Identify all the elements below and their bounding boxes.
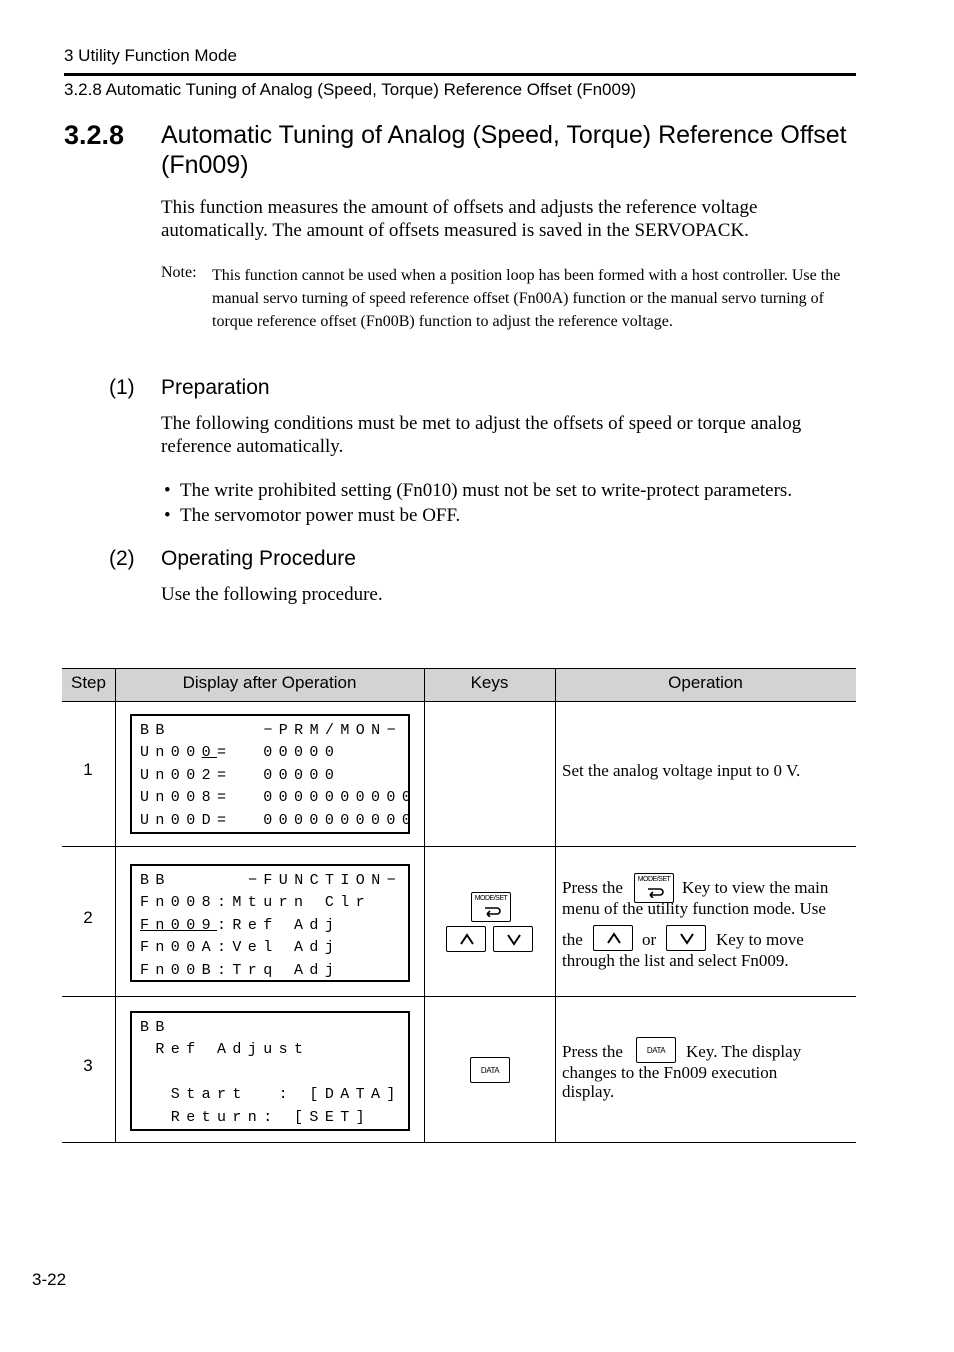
mode-set-key[interactable] <box>471 892 511 922</box>
table-header <box>62 668 856 702</box>
column-header-display: Display after Operation <box>182 673 357 692</box>
column-header-step: Step <box>71 673 106 692</box>
lcd-status: BB <box>140 1019 171 1036</box>
procedure-heading: Operating Procedure <box>161 547 356 570</box>
lcd-line: Fn009:Ref Adj <box>140 917 341 934</box>
preparation-paragraph: The following conditions must be met to adjust the offsets of speed or torque analog reference automatically. <box>161 413 802 457</box>
data-key-inline: DATA <box>636 1037 676 1063</box>
column-divider <box>115 668 116 1142</box>
enter-arrow-icon <box>646 886 664 898</box>
down-key[interactable] <box>493 926 533 952</box>
up-arrow-icon <box>459 932 475 946</box>
lcd-status: BB <box>140 722 171 739</box>
operation-text: menu of the utility function mode. Use <box>562 899 826 918</box>
procedure-intro: Use the following procedure. <box>161 584 383 605</box>
column-divider <box>424 668 425 1142</box>
lcd-line: Ref Adjust <box>140 1041 310 1058</box>
lcd-status: BB <box>140 872 171 889</box>
up-arrow-icon <box>606 931 622 945</box>
lcd-mode-tag: −PRM/MON− <box>263 722 402 739</box>
row-divider <box>62 1142 856 1143</box>
header-rule <box>64 73 856 76</box>
operation-text: Set the analog voltage input to 0 V. <box>562 761 801 780</box>
step-number: 2 <box>83 908 93 927</box>
operation-text: Press the <box>562 878 623 897</box>
section-number: 3.2.8 <box>64 120 125 150</box>
data-key-label: DATA <box>480 1066 500 1075</box>
running-head: 3.2.8 Automatic Tuning of Analog (Speed, Torque) Reference Offset (Fn009) <box>64 80 637 99</box>
bullet-text: The servomotor power must be OFF. <box>180 505 461 526</box>
mode-set-key-inline: MODE/SET <box>634 873 674 903</box>
operation-text: or <box>642 930 657 949</box>
column-header-keys: Keys <box>470 673 509 692</box>
data-key[interactable] <box>470 1057 510 1083</box>
enter-arrow-icon <box>483 905 501 917</box>
note-text: This function cannot be used when a position loop has been formed with a host controller. Use the manual servo turning of speed reference offset (Fn00A) function or the manual servo turning of torque reference offset (Fn00B) function to adjust the reference voltage. <box>212 267 841 330</box>
lcd-line: Un008= 0000000000 <box>140 789 418 806</box>
procedure-number: (2) <box>109 547 135 570</box>
row-divider <box>62 846 856 847</box>
note-label: Note: <box>161 264 197 281</box>
list-item: • The write prohibited setting (Fn010) must not be set to write-protect parameters. <box>164 480 793 501</box>
lcd-display <box>130 1011 410 1131</box>
step-number: 3 <box>83 1056 93 1075</box>
column-header-operation: Operation <box>668 673 743 692</box>
operation-text: Press the <box>562 1042 623 1061</box>
up-key[interactable] <box>446 926 486 952</box>
up-key-inline <box>593 925 633 951</box>
column-divider <box>555 668 556 1142</box>
mode-set-key-label: MODE/SET <box>474 895 508 902</box>
page-number: 3-22 <box>32 1270 67 1289</box>
lcd-line: Un00D= 0000000000 <box>140 812 418 829</box>
lcd-display <box>130 714 418 834</box>
lcd-line: Fn008:Mturn Clr <box>140 894 372 911</box>
operation-text: Key to view the main <box>682 878 829 897</box>
lcd-line: Un002= 00000 <box>140 767 341 784</box>
down-arrow-icon <box>679 931 695 945</box>
chapter-header: 3 Utility Function Mode <box>64 46 237 65</box>
lcd-line: Un000= 00000 <box>140 744 341 761</box>
down-arrow-icon <box>506 932 522 946</box>
lcd-line: Fn00A:Vel Adj <box>140 939 341 956</box>
lcd-mode-tag: −FUNCTION− <box>247 872 402 889</box>
lcd-display <box>130 864 410 982</box>
preparation-number: (1) <box>109 376 135 399</box>
step-number: 1 <box>83 760 93 779</box>
lcd-line: Fn00B:Trq Adj <box>140 962 341 979</box>
bullet-text: The write prohibited setting (Fn010) must not be set to write-protect parameters. <box>180 480 793 501</box>
operation-text: Key. The display <box>686 1042 802 1061</box>
operation-text: the <box>562 930 583 949</box>
lcd-line: Return: [SET] <box>140 1109 372 1126</box>
lcd-line: Start : [DATA] <box>140 1086 402 1103</box>
intro-paragraph: This function measures the amount of offsets and adjusts the reference voltage automatically. The amount of offsets measured is saved in the SERVOPACK. <box>161 197 758 241</box>
section-title: Automatic Tuning of Analog (Speed, Torque) Reference Offset (Fn009) <box>161 121 847 179</box>
list-item: • The servomotor power must be OFF. <box>164 505 461 526</box>
preparation-heading: Preparation <box>161 376 270 399</box>
down-key-inline <box>666 925 706 951</box>
row-divider <box>62 996 856 997</box>
operation-text: through the list and select Fn009. <box>562 951 789 970</box>
operation-text: Key to move <box>716 930 804 949</box>
operation-text: changes to the Fn009 execution display. <box>562 1063 778 1101</box>
